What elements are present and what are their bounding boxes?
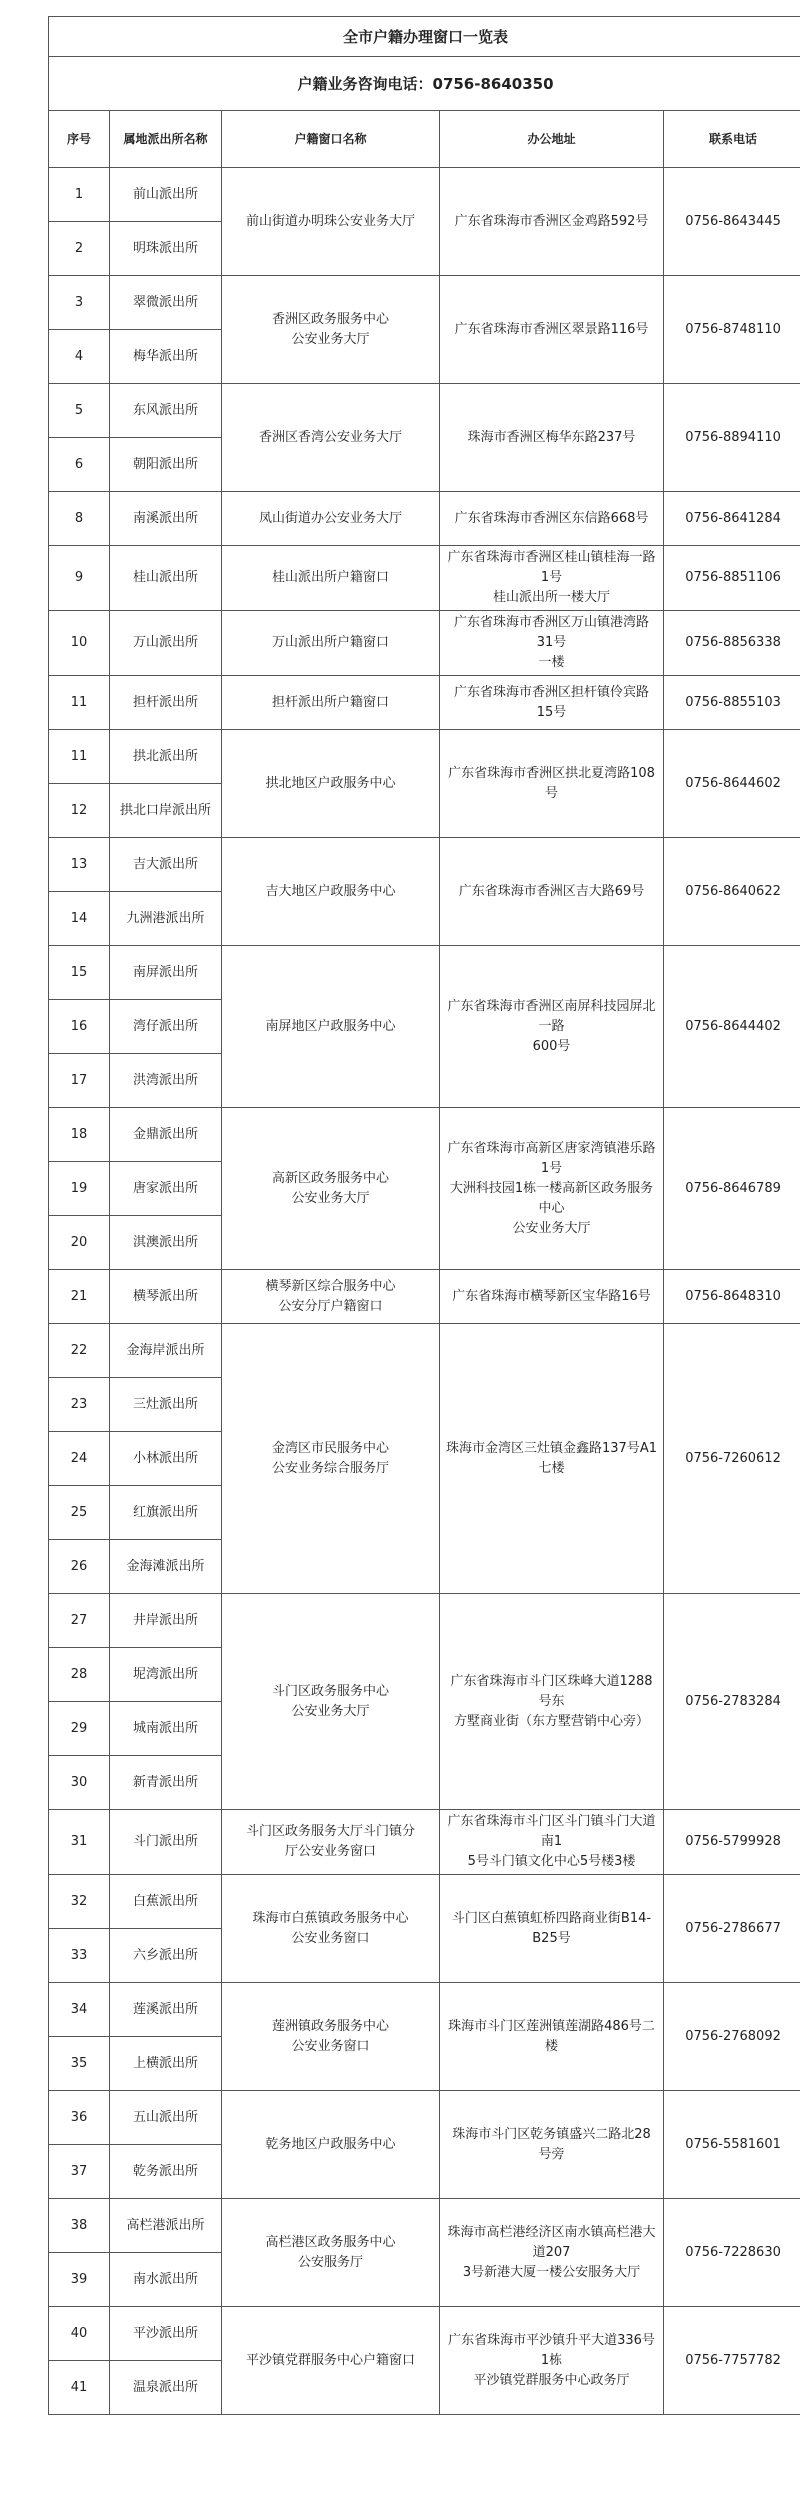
row-number: 31 <box>49 1810 110 1875</box>
station-name: 明珠派出所 <box>110 222 222 276</box>
station-name: 上横派出所 <box>110 2037 222 2091</box>
header-window: 户籍窗口名称 <box>222 111 440 168</box>
contact-phone: 0756-7228630 <box>664 2199 800 2307</box>
row-number: 16 <box>49 1000 110 1054</box>
row-number: 21 <box>49 1270 110 1324</box>
office-address <box>440 492 664 546</box>
office-address-line: 广东省珠海市香洲区南屏科技园屏北一路 <box>447 998 656 1034</box>
contact-phone: 0756-2783284 <box>664 1594 800 1810</box>
station-name: 梅华派出所 <box>110 330 222 384</box>
office-address <box>440 730 664 838</box>
table-row <box>49 838 800 892</box>
row-number: 23 <box>49 1378 110 1432</box>
row-number: 3 <box>49 276 110 330</box>
office-address <box>440 1810 664 1875</box>
window-name-line: 公安业务窗口 <box>291 1930 370 1946</box>
row-number: 18 <box>49 1108 110 1162</box>
row-number: 41 <box>49 2361 110 2415</box>
window-name <box>222 1324 440 1594</box>
table-row <box>49 1983 800 2037</box>
window-name <box>222 838 440 946</box>
window-name <box>222 492 440 546</box>
office-address <box>440 611 664 676</box>
window-name <box>222 546 440 611</box>
window-list-table <box>48 16 800 2415</box>
office-address-line: 广东省珠海市横琴新区宝华路16号 <box>452 1288 651 1304</box>
window-name <box>222 2199 440 2307</box>
contact-phone: 0756-8646789 <box>664 1108 800 1270</box>
row-number: 25 <box>49 1486 110 1540</box>
office-address-line: 600号 <box>532 1038 571 1054</box>
station-name: 六乡派出所 <box>110 1929 222 1983</box>
station-name: 金海岸派出所 <box>110 1324 222 1378</box>
office-address-line: 5号斗门镇文化中心5号楼3楼 <box>467 1854 636 1869</box>
window-name <box>222 1875 440 1983</box>
row-number: 19 <box>49 1162 110 1216</box>
contact-phone: 0756-8748110 <box>664 276 800 384</box>
office-address <box>440 2091 664 2199</box>
row-number: 37 <box>49 2145 110 2199</box>
table-row <box>49 1875 800 1929</box>
row-number: 24 <box>49 1432 110 1486</box>
header-no: 序号 <box>49 111 110 168</box>
row-number: 15 <box>49 946 110 1000</box>
contact-phone: 0756-5799928 <box>664 1810 800 1875</box>
row-number: 12 <box>49 784 110 838</box>
row-number: 38 <box>49 2199 110 2253</box>
office-address-line: 广东省珠海市香洲区吉大路69号 <box>458 883 645 899</box>
table-row <box>49 946 800 1000</box>
station-name: 井岸派出所 <box>110 1594 222 1648</box>
station-name: 坭湾派出所 <box>110 1648 222 1702</box>
table-row <box>49 676 800 730</box>
office-address <box>440 1594 664 1810</box>
row-number: 6 <box>49 438 110 492</box>
station-name: 南溪派出所 <box>110 492 222 546</box>
office-address <box>440 1324 664 1594</box>
office-address-line: 广东省珠海市斗门区珠峰大道1288号东 <box>450 1673 653 1709</box>
row-number: 10 <box>49 611 110 676</box>
contact-phone: 0756-5581601 <box>664 2091 800 2199</box>
table-row <box>49 2091 800 2145</box>
window-name-line: 香洲区香湾公安业务大厅 <box>258 429 402 445</box>
window-name <box>222 611 440 676</box>
station-name: 南水派出所 <box>110 2253 222 2307</box>
row-number: 20 <box>49 1216 110 1270</box>
row-number: 40 <box>49 2307 110 2361</box>
window-name-line: 拱北地区户政服务中心 <box>265 775 396 791</box>
table-row <box>49 1324 800 1378</box>
window-name <box>222 1810 440 1875</box>
row-number: 5 <box>49 384 110 438</box>
station-name: 横琴派出所 <box>110 1270 222 1324</box>
office-address <box>440 546 664 611</box>
station-name: 洪湾派出所 <box>110 1054 222 1108</box>
station-name: 红旗派出所 <box>110 1486 222 1540</box>
station-name: 白蕉派出所 <box>110 1875 222 1929</box>
window-name <box>222 2307 440 2415</box>
window-name <box>222 1983 440 2091</box>
office-address-line: 广东省珠海市香洲区拱北夏湾路108号 <box>448 765 655 801</box>
table-row <box>49 546 800 611</box>
table-row <box>49 1810 800 1875</box>
table-row <box>49 492 800 546</box>
window-name-line: 公安业务大厅 <box>291 1703 370 1719</box>
station-name: 九洲港派出所 <box>110 892 222 946</box>
window-name <box>222 730 440 838</box>
window-name-line: 南屏地区户政服务中心 <box>265 1018 396 1034</box>
row-number: 27 <box>49 1594 110 1648</box>
station-name: 城南派出所 <box>110 1702 222 1756</box>
window-name-line: 公安服务厅 <box>297 2254 363 2270</box>
window-name-line: 莲洲镇政务服务中心 <box>271 2018 389 2034</box>
window-name <box>222 2091 440 2199</box>
window-name-line: 桂山派出所户籍窗口 <box>271 570 389 585</box>
window-name-line: 担杆派出所户籍窗口 <box>271 694 389 710</box>
office-address-line: 广东省珠海市香洲区东信路668号 <box>454 510 649 526</box>
office-address <box>440 276 664 384</box>
window-name-line: 香洲区政务服务中心 <box>271 311 389 327</box>
window-name-line: 乾务地区户政服务中心 <box>265 2136 396 2152</box>
office-address <box>440 2199 664 2307</box>
office-address-line: 广东省珠海市香洲区翠景路116号 <box>454 321 649 337</box>
row-number: 33 <box>49 1929 110 1983</box>
station-name: 斗门派出所 <box>110 1810 222 1875</box>
station-name: 三灶派出所 <box>110 1378 222 1432</box>
office-address <box>440 946 664 1108</box>
window-name-line: 公安业务大厅 <box>291 331 370 347</box>
office-address-line: 广东省珠海市香洲区万山镇港湾路31号 <box>453 615 649 650</box>
contact-phone: 0756-8644402 <box>664 946 800 1108</box>
office-address-line: 方墅商业街（东方墅营销中心旁） <box>453 1713 649 1729</box>
row-number: 8 <box>49 492 110 546</box>
row-number: 30 <box>49 1756 110 1810</box>
window-name-line: 凤山街道办公安业务大厅 <box>258 510 402 526</box>
row-number: 39 <box>49 2253 110 2307</box>
table-row <box>49 168 800 222</box>
window-name <box>222 676 440 730</box>
contact-phone: 0756-8641284 <box>664 492 800 546</box>
window-name-line: 公安业务大厅 <box>291 1190 370 1206</box>
table-row <box>49 2307 800 2361</box>
contact-phone: 0756-8856338 <box>664 611 800 676</box>
office-address-line: 广东省珠海市香洲区担杆镇伶宾路15号 <box>453 684 649 720</box>
office-address-line: 公安业务大厅 <box>512 1220 591 1236</box>
station-name: 拱北派出所 <box>110 730 222 784</box>
window-name-line: 前山街道办明珠公安业务大厅 <box>245 213 415 229</box>
contact-phone: 0756-8643445 <box>664 168 800 276</box>
row-number: 14 <box>49 892 110 946</box>
contact-phone: 0756-8640622 <box>664 838 800 946</box>
station-name: 高栏港派出所 <box>110 2199 222 2253</box>
station-name: 桂山派出所 <box>110 546 222 611</box>
window-name-line: 公安业务窗口 <box>291 2038 370 2054</box>
station-name: 南屏派出所 <box>110 946 222 1000</box>
table-row <box>49 2199 800 2253</box>
table-row <box>49 1594 800 1648</box>
station-name: 湾仔派出所 <box>110 1000 222 1054</box>
station-name: 翠微派出所 <box>110 276 222 330</box>
office-address-line: 珠海市高栏港经济区南水镇高栏港大道207 <box>447 2224 656 2260</box>
row-number: 36 <box>49 2091 110 2145</box>
office-address-line: 珠海市香洲区梅华东路237号 <box>467 429 636 445</box>
table-body <box>49 168 800 2415</box>
table-row <box>49 1270 800 1324</box>
station-name: 东风派出所 <box>110 384 222 438</box>
station-name: 小林派出所 <box>110 1432 222 1486</box>
window-name-line: 公安分厅户籍窗口 <box>278 1298 383 1314</box>
office-address-line: 广东省珠海市香洲区桂山镇桂海一路1号 <box>447 550 656 585</box>
window-name-line: 平沙镇党群服务中心户籍窗口 <box>245 2352 415 2368</box>
row-number: 34 <box>49 1983 110 2037</box>
contact-phone: 0756-7260612 <box>664 1324 800 1594</box>
office-address-line: 3号新港大厦一楼公安服务大厅 <box>462 2264 641 2280</box>
row-number: 9 <box>49 546 110 611</box>
table-row <box>49 384 800 438</box>
row-number: 1 <box>49 168 110 222</box>
window-name-line: 厅公安业务窗口 <box>284 1844 376 1859</box>
office-address <box>440 384 664 492</box>
window-name <box>222 384 440 492</box>
office-address <box>440 1875 664 1983</box>
office-address-line: 广东省珠海市斗门区斗门镇斗门大道南1 <box>447 1814 656 1849</box>
window-name <box>222 276 440 384</box>
office-address-line: 珠海市金湾区三灶镇金鑫路137号A1七楼 <box>446 1440 657 1476</box>
station-name: 乾务派出所 <box>110 2145 222 2199</box>
row-number: 11 <box>49 730 110 784</box>
contact-phone: 0756-8644602 <box>664 730 800 838</box>
contact-phone: 0756-2768092 <box>664 1983 800 2091</box>
station-name: 吉大派出所 <box>110 838 222 892</box>
row-number: 35 <box>49 2037 110 2091</box>
office-address-line: 斗门区白蕉镇虹桥四路商业街B14-B25号 <box>451 1910 652 1946</box>
contact-phone: 0756-2786677 <box>664 1875 800 1983</box>
row-number: 13 <box>49 838 110 892</box>
office-address <box>440 676 664 730</box>
contact-phone: 0756-8851106 <box>664 546 800 611</box>
window-name-line: 吉大地区户政服务中心 <box>265 883 396 899</box>
office-address-line: 珠海市斗门区乾务镇盛兴二路北28号旁 <box>452 2126 651 2162</box>
office-address <box>440 1983 664 2091</box>
window-name-line: 万山派出所户籍窗口 <box>271 635 389 650</box>
station-name: 唐家派出所 <box>110 1162 222 1216</box>
station-name: 新青派出所 <box>110 1756 222 1810</box>
office-address-line: 一楼 <box>538 655 565 670</box>
window-name <box>222 946 440 1108</box>
office-address-line: 桂山派出所一楼大厅 <box>492 590 610 605</box>
office-address <box>440 838 664 946</box>
office-address-line: 大洲科技园1栋一楼高新区政务服务中心 <box>449 1180 654 1216</box>
header-address: 办公地址 <box>440 111 664 168</box>
station-name: 温泉派出所 <box>110 2361 222 2415</box>
row-number: 2 <box>49 222 110 276</box>
window-name-line: 公安业务综合服务厅 <box>271 1460 389 1476</box>
window-name <box>222 168 440 276</box>
office-address-line: 珠海市斗门区莲洲镇莲湖路486号二楼 <box>448 2018 655 2054</box>
window-name <box>222 1270 440 1324</box>
station-name: 淇澳派出所 <box>110 1216 222 1270</box>
row-number: 4 <box>49 330 110 384</box>
window-name-line: 金湾区市民服务中心 <box>271 1440 389 1456</box>
window-name <box>222 1594 440 1810</box>
office-address <box>440 168 664 276</box>
station-name: 金海滩派出所 <box>110 1540 222 1594</box>
table-title: 全市户籍办理窗口一览表 <box>49 17 800 57</box>
window-name-line: 高新区政务服务中心 <box>271 1170 389 1186</box>
row-number: 26 <box>49 1540 110 1594</box>
window-name-line: 横琴新区综合服务中心 <box>265 1278 396 1294</box>
office-address-line: 平沙镇党群服务中心政务厅 <box>473 2372 630 2388</box>
table-row <box>49 1108 800 1162</box>
station-name: 担杆派出所 <box>110 676 222 730</box>
office-address-line: 广东省珠海市平沙镇升平大道336号1栋 <box>448 2332 655 2368</box>
row-number: 28 <box>49 1648 110 1702</box>
contact-phone: 0756-8648310 <box>664 1270 800 1324</box>
row-number: 17 <box>49 1054 110 1108</box>
station-name: 平沙派出所 <box>110 2307 222 2361</box>
window-name-line: 斗门区政务服务大厅斗门镇分 <box>245 1824 415 1839</box>
window-name <box>222 1108 440 1270</box>
office-address <box>440 1108 664 1270</box>
station-name: 五山派出所 <box>110 2091 222 2145</box>
table-row <box>49 276 800 330</box>
row-number: 32 <box>49 1875 110 1929</box>
window-name-line: 高栏港区政务服务中心 <box>265 2234 396 2250</box>
window-name-line: 斗门区政务服务中心 <box>271 1683 389 1699</box>
table-row <box>49 611 800 676</box>
header-station: 属地派出所名称 <box>110 111 222 168</box>
station-name: 拱北口岸派出所 <box>110 784 222 838</box>
station-name: 前山派出所 <box>110 168 222 222</box>
hotline-text: 户籍业务咨询电话：0756-8640350 <box>49 57 800 111</box>
station-name: 莲溪派出所 <box>110 1983 222 2037</box>
row-number: 11 <box>49 676 110 730</box>
office-address <box>440 1270 664 1324</box>
row-number: 29 <box>49 1702 110 1756</box>
window-name-line: 珠海市白蕉镇政务服务中心 <box>252 1910 409 1926</box>
office-address <box>440 2307 664 2415</box>
contact-phone: 0756-8894110 <box>664 384 800 492</box>
row-number: 22 <box>49 1324 110 1378</box>
office-address-line: 广东省珠海市香洲区金鸡路592号 <box>454 213 649 229</box>
office-address-line: 广东省珠海市高新区唐家湾镇港乐路1号 <box>447 1140 656 1176</box>
station-name: 万山派出所 <box>110 611 222 676</box>
station-name: 朝阳派出所 <box>110 438 222 492</box>
station-name: 金鼎派出所 <box>110 1108 222 1162</box>
header-phone: 联系电话 <box>664 111 800 168</box>
table-row <box>49 730 800 784</box>
contact-phone: 0756-7757782 <box>664 2307 800 2415</box>
contact-phone: 0756-8855103 <box>664 676 800 730</box>
